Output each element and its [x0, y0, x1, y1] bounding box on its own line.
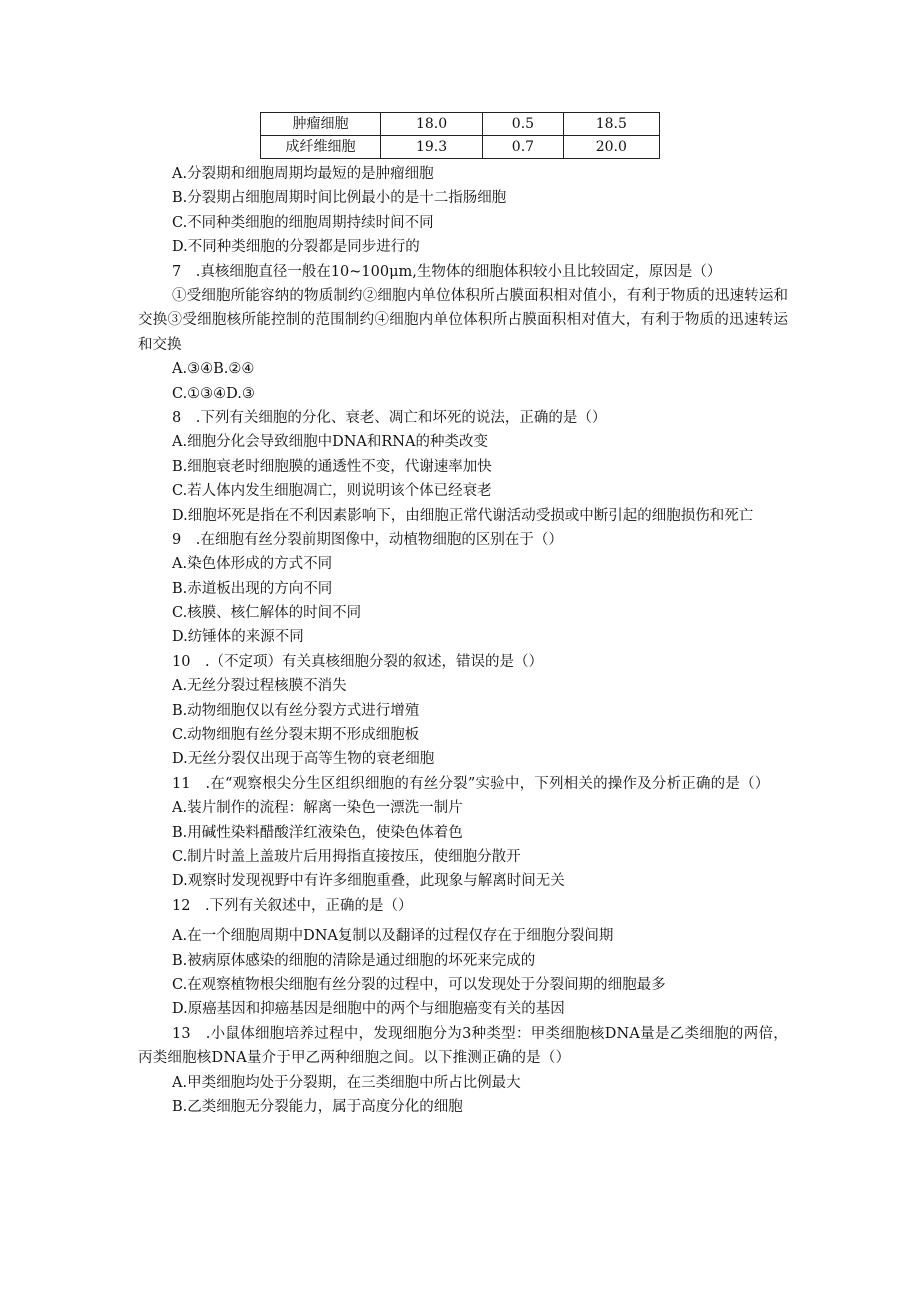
- table-cell: 18.0: [380, 113, 482, 136]
- q10-option-c: C.动物细胞有丝分裂末期不形成细胞板: [172, 727, 420, 744]
- table-cell: 肿瘤细胞: [261, 113, 381, 136]
- q11-option-c: C.制片时盖上盖玻片后用拇指直接按压，使细胞分散开: [172, 849, 521, 865]
- q12-option-c: C.在观察植物根尖细胞有丝分裂的过程中，可以发现处于分裂间期的细胞最多: [172, 976, 666, 993]
- q8-option-a: A.细胞分化会导致细胞中DNA和RNA的种类改变: [172, 434, 488, 451]
- cell-cycle-table: [260, 112, 660, 159]
- q8-option-c: C.若人体内发生细胞凋亡，则说明该个体已经衰老: [172, 483, 492, 500]
- q8-stem: 8 .下列有关细胞的分化、衰老、凋亡和坏死的说法，正确的是（）: [172, 409, 607, 426]
- q11-stem: 11 .在“观察根尖分生区组织细胞的有丝分裂”实验中，下列相关的操作及分析正确的是（）: [172, 775, 770, 792]
- q10-option-b: B.动物细胞仅以有丝分裂方式进行增殖: [172, 702, 420, 719]
- table-cell: 20.0: [563, 136, 659, 159]
- q12-stem: 12 .下列有关叙述中，正确的是（）: [172, 897, 413, 914]
- q10-option-a: A.无丝分裂过程核膜不消失: [172, 678, 347, 695]
- table-cell: 18.5: [563, 113, 659, 136]
- q8-option-d: D.细胞坏死是指在不利因素影响下，由细胞正常代谢活动受损或中断引起的细胞损伤和死亡: [172, 507, 754, 524]
- q6-option-d: D.不同种类细胞的分裂都是同步进行的: [172, 239, 420, 256]
- table-cell: 成纤维细胞: [261, 136, 381, 159]
- q11-option-a: A.装片制作的流程：解离一染色一漂洗一制片: [172, 800, 463, 817]
- q6-option-a: A.分裂期和细胞周期均最短的是肿瘤细胞: [172, 166, 434, 182]
- q9-option-b: B.赤道板出现的方向不同: [172, 580, 333, 597]
- q10-option-d: D.无丝分裂仅出现于高等生物的衰老细胞: [172, 751, 435, 768]
- q7-stem: 7 .真核细胞直径一般在10~100μm,生物体的细胞体积较小且比较固定，原因是（）: [172, 263, 722, 280]
- table-row: [261, 136, 660, 159]
- q7-options-cd: C.①③④D.③: [172, 385, 255, 402]
- table-cell: 0.7: [483, 136, 563, 159]
- q9-option-c: C.核膜、核仁解体的时间不同: [172, 605, 362, 622]
- table-cell: 0.5: [483, 113, 563, 136]
- q6-option-b: B.分裂期占细胞周期时间比例最小的是十二指肠细胞: [172, 190, 507, 207]
- q7-detail: ①受细胞所能容纳的物质制约②细胞内单位体积所占膜面积相对值小，有利于物质的迅速转运和交换③受细胞核所能控制的范围制约④细胞内单位体积所占膜面积相对值大，有利于物质的迅速转运和交换: [138, 287, 788, 353]
- table-row: [261, 113, 660, 136]
- q11-option-d: D.观察时发现视野中有许多细胞重叠，此现象与解离时间无关: [172, 873, 565, 890]
- q9-stem: 9 .在细胞有丝分裂前期图像中，动植物细胞的区别在于（）: [172, 531, 563, 548]
- q12-option-a: A.在一个细胞周期中DNA复制以及翻译的过程仅存在于细胞分裂间期: [172, 928, 614, 945]
- q13-stem: 13 .小鼠体细胞培养过程中，发现细胞分为3种类型：甲类细胞核DNA量是乙类细胞的两倍，丙类细胞核DNA量介于甲乙两种细胞之间。以下推测正确的是（）: [138, 1025, 788, 1067]
- question-content: [138, 162, 788, 1119]
- q13-option-a: A.甲类细胞均处于分裂期，在三类细胞中所占比例最大: [172, 1074, 521, 1091]
- q9-option-a: A.染色体形成的方式不同: [172, 556, 333, 573]
- q8-option-b: B.细胞衰老时细胞膜的通透性不变，代谢速率加快: [172, 458, 492, 475]
- q11-option-b: B.用碱性染料醋酸洋红液染色，使染色体着色: [172, 824, 463, 841]
- q12-option-b: B.被病原体感染的细胞的清除是通过细胞的坏死来完成的: [172, 952, 536, 969]
- q13-option-b: B.乙类细胞无分裂能力，属于高度分化的细胞: [172, 1098, 463, 1115]
- q12-option-d: D.原癌基因和抑癌基因是细胞中的两个与细胞癌变有关的基因: [172, 1001, 565, 1018]
- q9-option-d: D.纺锤体的来源不同: [172, 629, 304, 646]
- q7-options-ab: A.③④B.②④: [172, 361, 255, 378]
- q10-stem: 10 .（不定项）有关真核细胞分裂的叙述，错误的是（）: [172, 653, 544, 670]
- table-cell: 19.3: [380, 136, 482, 159]
- q6-option-c: C.不同种类细胞的细胞周期持续时间不同: [172, 214, 434, 231]
